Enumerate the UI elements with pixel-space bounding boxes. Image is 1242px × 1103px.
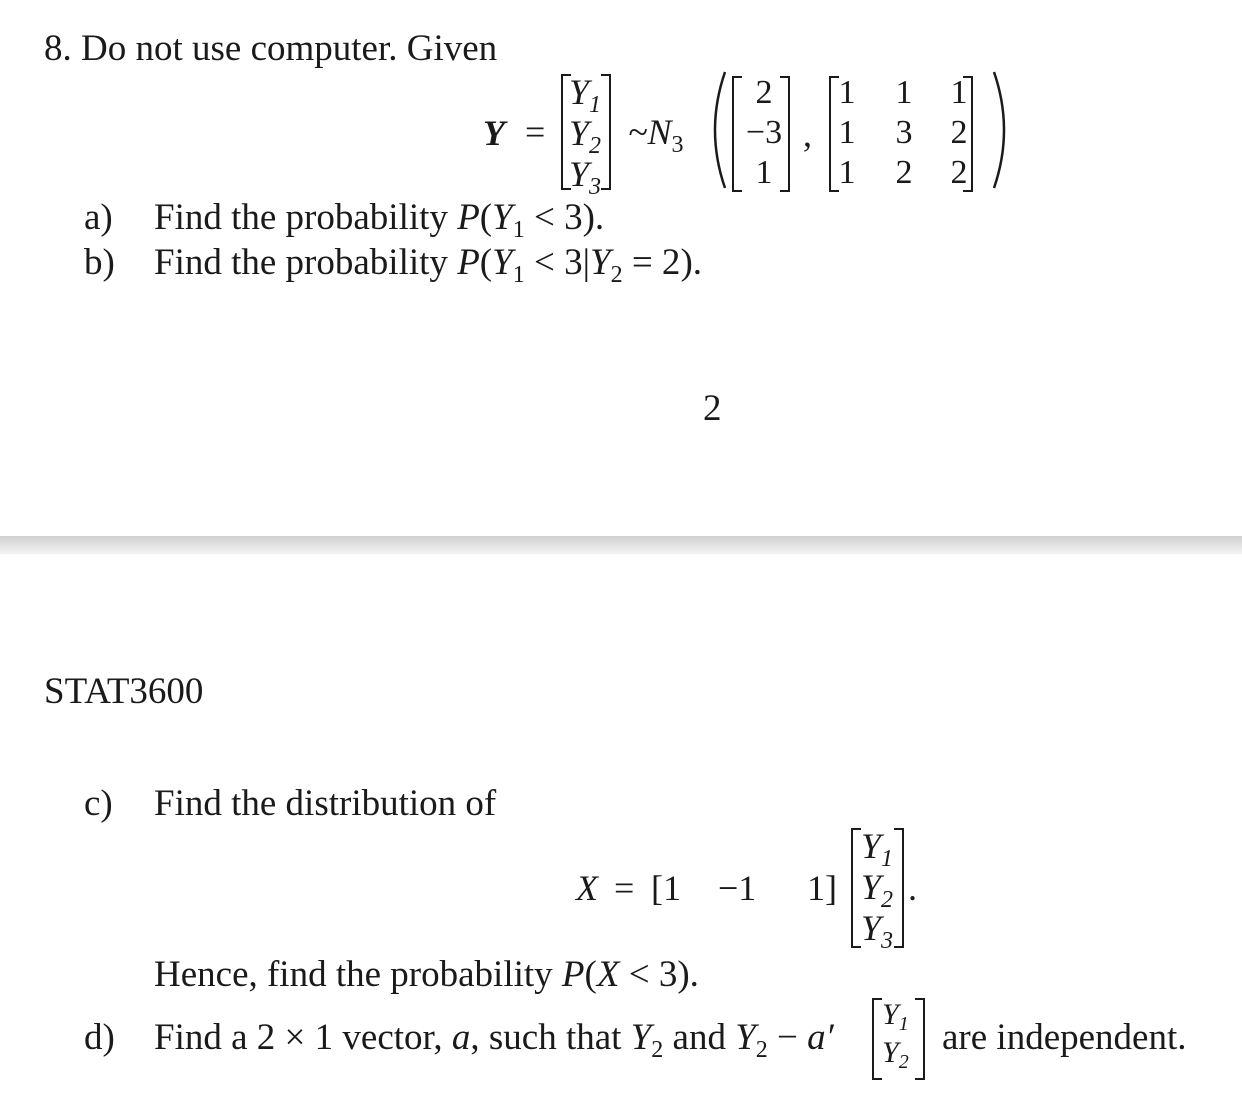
page-divider: [0, 536, 1242, 554]
row-vector-entry-3: 1]: [807, 868, 837, 908]
c-col-left-bracket: [851, 828, 861, 948]
cov-cell-2-2: 3: [895, 114, 913, 151]
problem-intro: Do not use computer. Given: [81, 28, 498, 69]
part-b-text: Find the probability $P(Y_1 < 3|Y_2 = 2)$.: [154, 242, 703, 288]
distribution-symbol: $\sim N_3$: [628, 112, 684, 158]
page-number: 2: [703, 388, 722, 429]
course-header: STAT3600: [44, 671, 204, 712]
part-c: [84, 785, 113, 822]
cov-cell-1-1: 1: [838, 74, 856, 111]
cov-cell-3-3: 2: [950, 154, 968, 191]
cov-cell-2-1: 1: [838, 114, 856, 151]
part-c-text: Find the distribution of: [154, 783, 497, 824]
comma: ,: [803, 114, 812, 154]
big-right-paren: [990, 70, 1016, 190]
d-col-component-2: $Y_2$: [882, 1036, 909, 1073]
y-vector-right-bracket: [601, 74, 611, 190]
cov-cell-1-3: 1: [950, 74, 968, 111]
d-col-component-1: $Y_1$: [882, 998, 909, 1035]
x-variable: X: [576, 868, 598, 908]
equals-sign: =: [525, 112, 546, 152]
part-a-label: a): [84, 197, 113, 238]
y-component-1: $Y_1$: [569, 72, 602, 118]
c-col-component-3: $Y_3$: [861, 908, 894, 954]
part-d: [84, 1019, 115, 1056]
c-col-component-1: $Y_1$: [861, 826, 894, 872]
part-d-tail: are independent.: [942, 1017, 1187, 1058]
part-c-hence: Hence, find the probability P(X < 3).: [154, 954, 699, 995]
part-a: [84, 199, 113, 236]
d-col-right-bracket: [915, 998, 925, 1080]
c-period: .: [908, 868, 917, 908]
c-col-component-2: $Y_2$: [861, 867, 894, 913]
part-a-text: Find the probability $P(Y_1 < 3)$.: [154, 197, 605, 243]
mean-entry-1: 2: [755, 74, 773, 111]
part-b: [84, 244, 115, 281]
y-component-3: $Y_3$: [569, 154, 602, 200]
cov-cell-3-1: 1: [838, 154, 856, 191]
mean-entry-3: 1: [755, 154, 773, 191]
y-component-2: $Y_2$: [569, 113, 602, 159]
cov-cell-3-2: 2: [895, 154, 913, 191]
part-d-label: d): [84, 1017, 115, 1058]
y-vector-symbol: Y: [483, 113, 505, 153]
c-col-right-bracket: [894, 828, 904, 948]
problem-heading: [44, 30, 497, 67]
big-left-paren: [703, 70, 729, 190]
part-b-label: b): [84, 242, 115, 283]
row-vector-entry-2: −1: [718, 868, 757, 908]
part-d-text: Find a 2 × 1 vector, a, such that $Y_2$ and $Y_2 - a'$: [154, 1017, 834, 1063]
problem-number: 8.: [44, 28, 72, 69]
part-c-label: c): [84, 783, 113, 824]
cov-cell-2-3: 2: [950, 114, 968, 151]
cov-cell-1-2: 1: [895, 74, 913, 111]
mean-entry-2: −3: [745, 114, 783, 151]
d-col-left-bracket: [872, 998, 882, 1080]
x-equals: =: [614, 868, 635, 908]
row-vector-entry-1: [1: [651, 868, 681, 908]
